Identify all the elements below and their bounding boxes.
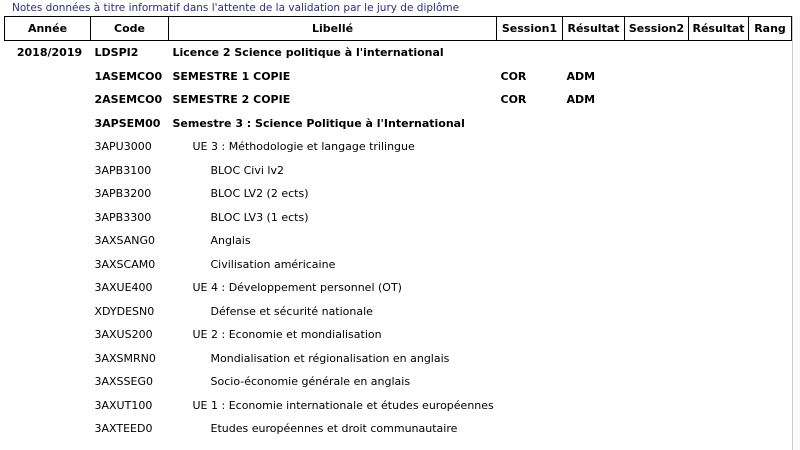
cell-session1: COR — [500, 93, 527, 107]
cell-resultat1 — [563, 229, 625, 253]
cell-resultat1 — [563, 159, 625, 183]
cell-resultat1 — [563, 300, 625, 324]
header-code: Code — [91, 17, 169, 41]
cell-annee — [5, 417, 91, 441]
cell-rang — [749, 370, 792, 394]
cell-session2 — [625, 229, 689, 253]
cell-annee — [5, 159, 91, 183]
cell-code: XDYDESN0 — [94, 304, 155, 318]
header-libelle: Libellé — [169, 17, 497, 41]
table-row — [5, 394, 792, 418]
cell-session1 — [497, 41, 563, 65]
cell-session1: COR — [500, 69, 527, 83]
cell-session2 — [625, 206, 689, 230]
cell-code: 3APSEM00 — [94, 116, 161, 130]
cell-rang — [749, 112, 792, 136]
table-row — [5, 159, 792, 183]
cell-annee — [5, 253, 91, 277]
cell-libelle: Anglais — [210, 234, 251, 248]
cell-code: 3AXSSEG0 — [94, 375, 153, 389]
cell-code: 3APB3200 — [94, 187, 152, 201]
cell-libelle: UE 1 : Economie internationale et études européennes — [192, 398, 494, 412]
cell-annee — [5, 394, 91, 418]
cell-rang — [749, 135, 792, 159]
table-row — [5, 276, 792, 300]
cell-rang — [749, 323, 792, 347]
cell-resultat2 — [689, 206, 749, 230]
table-row — [5, 253, 792, 277]
cell-libelle: Civilisation américaine — [210, 257, 336, 271]
cell-libelle: BLOC LV3 (1 ects) — [210, 210, 309, 224]
cell-annee — [5, 65, 91, 89]
table-header-row — [5, 17, 792, 41]
cell-resultat2 — [689, 182, 749, 206]
cell-resultat2 — [689, 229, 749, 253]
table-row — [5, 300, 792, 324]
cell-libelle: Mondialisation et régionalisation en anglais — [210, 351, 450, 365]
cell-rang — [749, 182, 792, 206]
cell-session1 — [497, 135, 563, 159]
cell-rang — [749, 159, 792, 183]
cell-annee — [5, 135, 91, 159]
table-row — [5, 417, 792, 441]
cell-annee — [5, 88, 91, 112]
cell-resultat2 — [689, 323, 749, 347]
cell-session2 — [625, 253, 689, 277]
cell-code: 3AXUS200 — [94, 328, 153, 342]
cell-session1 — [497, 347, 563, 371]
header-annee: Année — [5, 17, 91, 41]
cell-resultat1: ADM — [566, 69, 596, 83]
cell-resultat1 — [563, 135, 625, 159]
cell-resultat1 — [563, 276, 625, 300]
cell-session2 — [625, 394, 689, 418]
cell-resultat2 — [689, 370, 749, 394]
cell-annee — [5, 112, 91, 136]
table-row — [5, 182, 792, 206]
cell-resultat1 — [563, 417, 625, 441]
cell-annee — [5, 182, 91, 206]
cell-code: 2ASEMCO0 — [94, 93, 163, 107]
header-session2: Session2 — [625, 17, 689, 41]
cell-resultat1 — [563, 182, 625, 206]
vertical-scrollbar[interactable] — [792, 16, 800, 450]
cell-rang — [749, 347, 792, 371]
cell-libelle: Socio-économie générale en anglais — [210, 375, 411, 389]
cell-code: 3AXSANG0 — [94, 234, 156, 248]
cell-session1 — [497, 206, 563, 230]
cell-code: 3AXUT100 — [94, 398, 153, 412]
cell-session2 — [625, 182, 689, 206]
table-row — [5, 347, 792, 371]
cell-rang — [749, 88, 792, 112]
cell-libelle: Semestre 3 : Science Politique à l'International — [172, 116, 465, 130]
cell-session2 — [625, 323, 689, 347]
cell-rang — [749, 417, 792, 441]
cell-session1 — [497, 300, 563, 324]
cell-rang — [749, 65, 792, 89]
cell-session2 — [625, 347, 689, 371]
cell-resultat2 — [689, 41, 749, 65]
validation-notice: Notes données à titre informatif dans l'attente de la validation par le jury de diplôme — [12, 2, 460, 14]
table-row — [5, 135, 792, 159]
header-rang: Rang — [749, 17, 792, 41]
table-row — [5, 229, 792, 253]
cell-rang — [749, 206, 792, 230]
cell-libelle: UE 3 : Méthodologie et langage trilingue — [192, 140, 415, 154]
cell-resultat2 — [689, 253, 749, 277]
cell-session1 — [497, 323, 563, 347]
cell-code: 3AXUE400 — [94, 281, 153, 295]
cell-session1 — [497, 253, 563, 277]
cell-session1 — [497, 112, 563, 136]
cell-rang — [749, 253, 792, 277]
cell-resultat2 — [689, 159, 749, 183]
cell-code: 3APB3100 — [94, 163, 152, 177]
cell-resultat1: ADM — [566, 93, 596, 107]
cell-resultat1 — [563, 323, 625, 347]
cell-session1 — [497, 394, 563, 418]
cell-annee — [5, 206, 91, 230]
cell-resultat2 — [689, 417, 749, 441]
cell-session1 — [497, 276, 563, 300]
cell-resultat2 — [689, 394, 749, 418]
cell-resultat1 — [563, 347, 625, 371]
cell-resultat2 — [689, 112, 749, 136]
table-row — [5, 370, 792, 394]
table-row — [5, 323, 792, 347]
cell-resultat2 — [689, 88, 749, 112]
cell-resultat2 — [689, 300, 749, 324]
cell-resultat1 — [563, 41, 625, 65]
cell-annee — [5, 323, 91, 347]
table-row — [5, 88, 792, 112]
table-row — [5, 206, 792, 230]
cell-code: 3AXSMRN0 — [94, 351, 156, 365]
cell-code: 3APU3000 — [94, 140, 152, 154]
cell-annee: 2018/2019 — [16, 46, 83, 60]
cell-session2 — [625, 276, 689, 300]
cell-libelle: Etudes européennes et droit communautaire — [210, 422, 458, 436]
cell-libelle: Défense et sécurité nationale — [210, 304, 373, 318]
cell-code: 3APB3300 — [94, 210, 152, 224]
cell-code: 1ASEMCO0 — [94, 69, 163, 83]
cell-libelle: UE 4 : Développement personnel (OT) — [192, 281, 402, 295]
cell-code: 3AXTEED0 — [94, 422, 153, 436]
table-row — [5, 112, 792, 136]
cell-session1 — [497, 229, 563, 253]
cell-rang — [749, 229, 792, 253]
cell-resultat1 — [563, 206, 625, 230]
cell-rang — [749, 276, 792, 300]
cell-session2 — [625, 65, 689, 89]
cell-session1 — [497, 159, 563, 183]
table-row — [5, 41, 792, 65]
cell-resultat2 — [689, 276, 749, 300]
cell-session1 — [497, 370, 563, 394]
cell-libelle: UE 2 : Economie et mondialisation — [192, 328, 382, 342]
cell-annee — [5, 276, 91, 300]
grades-table — [4, 16, 792, 441]
cell-resultat1 — [563, 253, 625, 277]
cell-annee — [5, 347, 91, 371]
cell-code: 3AXSCAM0 — [94, 257, 156, 271]
cell-rang — [749, 394, 792, 418]
header-session1: Session1 — [497, 17, 563, 41]
header-resultat2: Résultat — [689, 17, 749, 41]
cell-session2 — [625, 112, 689, 136]
cell-resultat1 — [563, 370, 625, 394]
cell-session2 — [625, 300, 689, 324]
cell-libelle: Licence 2 Science politique à l'international — [172, 46, 444, 60]
cell-annee — [5, 300, 91, 324]
cell-libelle: BLOC LV2 (2 ects) — [210, 187, 309, 201]
cell-rang — [749, 300, 792, 324]
cell-session2 — [625, 88, 689, 112]
header-resultat1: Résultat — [563, 17, 625, 41]
cell-resultat2 — [689, 135, 749, 159]
cell-code: LDSPI2 — [94, 46, 139, 60]
cell-resultat1 — [563, 112, 625, 136]
cell-rang — [749, 41, 792, 65]
cell-annee — [5, 229, 91, 253]
cell-session2 — [625, 41, 689, 65]
cell-annee — [5, 370, 91, 394]
cell-libelle: SEMESTRE 2 COPIE — [172, 93, 291, 107]
table-row — [5, 65, 792, 89]
cell-resultat2 — [689, 65, 749, 89]
cell-session2 — [625, 159, 689, 183]
cell-session1 — [497, 182, 563, 206]
cell-session2 — [625, 135, 689, 159]
cell-session2 — [625, 370, 689, 394]
cell-libelle: BLOC Civi lv2 — [210, 163, 284, 177]
cell-libelle: SEMESTRE 1 COPIE — [172, 69, 291, 83]
cell-resultat1 — [563, 394, 625, 418]
cell-session2 — [625, 417, 689, 441]
cell-session1 — [497, 417, 563, 441]
cell-resultat2 — [689, 347, 749, 371]
